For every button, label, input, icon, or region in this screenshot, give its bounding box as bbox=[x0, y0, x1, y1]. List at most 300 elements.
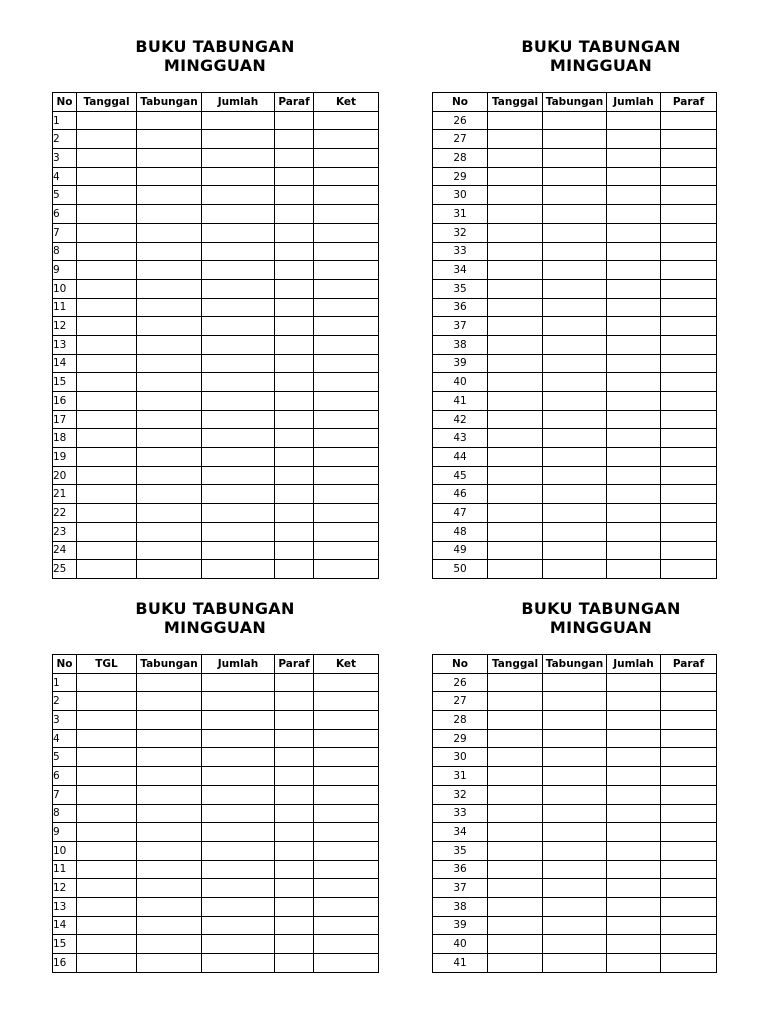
entry-cell[interactable] bbox=[137, 785, 202, 804]
entry-cell[interactable] bbox=[661, 335, 717, 354]
entry-cell[interactable] bbox=[137, 522, 202, 541]
entry-cell[interactable] bbox=[275, 823, 314, 842]
entry-cell[interactable] bbox=[77, 242, 137, 261]
entry-cell[interactable] bbox=[607, 354, 661, 373]
entry-cell[interactable] bbox=[137, 767, 202, 786]
entry-cell[interactable] bbox=[607, 410, 661, 429]
entry-cell[interactable] bbox=[543, 130, 607, 149]
entry-cell[interactable] bbox=[77, 317, 137, 336]
entry-cell[interactable] bbox=[275, 111, 314, 130]
entry-cell[interactable] bbox=[77, 205, 137, 224]
entry-cell[interactable] bbox=[543, 223, 607, 242]
entry-cell[interactable] bbox=[314, 823, 379, 842]
entry-cell[interactable] bbox=[202, 373, 275, 392]
entry-cell[interactable] bbox=[488, 485, 543, 504]
entry-cell[interactable] bbox=[202, 149, 275, 168]
entry-cell[interactable] bbox=[661, 711, 717, 730]
entry-cell[interactable] bbox=[137, 167, 202, 186]
entry-cell[interactable] bbox=[275, 692, 314, 711]
entry-cell[interactable] bbox=[543, 335, 607, 354]
entry-cell[interactable] bbox=[661, 673, 717, 692]
entry-cell[interactable] bbox=[275, 785, 314, 804]
entry-cell[interactable] bbox=[275, 522, 314, 541]
entry-cell[interactable] bbox=[543, 729, 607, 748]
entry-cell[interactable] bbox=[314, 111, 379, 130]
entry-cell[interactable] bbox=[488, 448, 543, 467]
entry-cell[interactable] bbox=[202, 130, 275, 149]
entry-cell[interactable] bbox=[607, 785, 661, 804]
entry-cell[interactable] bbox=[314, 916, 379, 935]
entry-cell[interactable] bbox=[137, 298, 202, 317]
entry-cell[interactable] bbox=[275, 167, 314, 186]
entry-cell[interactable] bbox=[202, 317, 275, 336]
entry-cell[interactable] bbox=[543, 879, 607, 898]
entry-cell[interactable] bbox=[275, 541, 314, 560]
entry-cell[interactable] bbox=[543, 897, 607, 916]
entry-cell[interactable] bbox=[202, 429, 275, 448]
entry-cell[interactable] bbox=[488, 522, 543, 541]
entry-cell[interactable] bbox=[77, 541, 137, 560]
entry-cell[interactable] bbox=[314, 522, 379, 541]
entry-cell[interactable] bbox=[77, 429, 137, 448]
entry-cell[interactable] bbox=[543, 149, 607, 168]
entry-cell[interactable] bbox=[275, 748, 314, 767]
entry-cell[interactable] bbox=[661, 879, 717, 898]
entry-cell[interactable] bbox=[607, 111, 661, 130]
entry-cell[interactable] bbox=[314, 841, 379, 860]
entry-cell[interactable] bbox=[607, 205, 661, 224]
entry-cell[interactable] bbox=[661, 729, 717, 748]
entry-cell[interactable] bbox=[543, 711, 607, 730]
entry-cell[interactable] bbox=[607, 130, 661, 149]
entry-cell[interactable] bbox=[275, 560, 314, 579]
entry-cell[interactable] bbox=[275, 504, 314, 523]
entry-cell[interactable] bbox=[661, 916, 717, 935]
entry-cell[interactable] bbox=[488, 954, 543, 973]
entry-cell[interactable] bbox=[661, 317, 717, 336]
entry-cell[interactable] bbox=[77, 860, 137, 879]
entry-cell[interactable] bbox=[314, 485, 379, 504]
entry-cell[interactable] bbox=[661, 448, 717, 467]
entry-cell[interactable] bbox=[543, 298, 607, 317]
entry-cell[interactable] bbox=[488, 804, 543, 823]
entry-cell[interactable] bbox=[607, 522, 661, 541]
entry-cell[interactable] bbox=[314, 785, 379, 804]
entry-cell[interactable] bbox=[275, 767, 314, 786]
entry-cell[interactable] bbox=[275, 186, 314, 205]
entry-cell[interactable] bbox=[543, 429, 607, 448]
entry-cell[interactable] bbox=[137, 823, 202, 842]
entry-cell[interactable] bbox=[488, 317, 543, 336]
entry-cell[interactable] bbox=[77, 167, 137, 186]
entry-cell[interactable] bbox=[543, 860, 607, 879]
entry-cell[interactable] bbox=[314, 130, 379, 149]
entry-cell[interactable] bbox=[77, 916, 137, 935]
entry-cell[interactable] bbox=[314, 879, 379, 898]
entry-cell[interactable] bbox=[661, 804, 717, 823]
entry-cell[interactable] bbox=[488, 149, 543, 168]
entry-cell[interactable] bbox=[202, 860, 275, 879]
entry-cell[interactable] bbox=[314, 317, 379, 336]
entry-cell[interactable] bbox=[314, 804, 379, 823]
entry-cell[interactable] bbox=[137, 879, 202, 898]
entry-cell[interactable] bbox=[314, 692, 379, 711]
entry-cell[interactable] bbox=[607, 560, 661, 579]
entry-cell[interactable] bbox=[275, 223, 314, 242]
entry-cell[interactable] bbox=[488, 261, 543, 280]
entry-cell[interactable] bbox=[314, 711, 379, 730]
entry-cell[interactable] bbox=[314, 448, 379, 467]
entry-cell[interactable] bbox=[202, 560, 275, 579]
entry-cell[interactable] bbox=[137, 485, 202, 504]
entry-cell[interactable] bbox=[488, 916, 543, 935]
entry-cell[interactable] bbox=[543, 522, 607, 541]
entry-cell[interactable] bbox=[137, 223, 202, 242]
entry-cell[interactable] bbox=[275, 897, 314, 916]
entry-cell[interactable] bbox=[314, 729, 379, 748]
entry-cell[interactable] bbox=[488, 560, 543, 579]
entry-cell[interactable] bbox=[661, 205, 717, 224]
entry-cell[interactable] bbox=[77, 130, 137, 149]
entry-cell[interactable] bbox=[202, 279, 275, 298]
entry-cell[interactable] bbox=[77, 879, 137, 898]
entry-cell[interactable] bbox=[543, 916, 607, 935]
entry-cell[interactable] bbox=[275, 860, 314, 879]
entry-cell[interactable] bbox=[543, 823, 607, 842]
entry-cell[interactable] bbox=[275, 841, 314, 860]
entry-cell[interactable] bbox=[137, 860, 202, 879]
entry-cell[interactable] bbox=[314, 897, 379, 916]
entry-cell[interactable] bbox=[543, 392, 607, 411]
entry-cell[interactable] bbox=[488, 673, 543, 692]
entry-cell[interactable] bbox=[607, 692, 661, 711]
entry-cell[interactable] bbox=[543, 317, 607, 336]
entry-cell[interactable] bbox=[543, 354, 607, 373]
entry-cell[interactable] bbox=[137, 130, 202, 149]
entry-cell[interactable] bbox=[607, 954, 661, 973]
entry-cell[interactable] bbox=[275, 711, 314, 730]
entry-cell[interactable] bbox=[202, 504, 275, 523]
entry-cell[interactable] bbox=[77, 261, 137, 280]
entry-cell[interactable] bbox=[275, 298, 314, 317]
entry-cell[interactable] bbox=[661, 935, 717, 954]
entry-cell[interactable] bbox=[202, 841, 275, 860]
entry-cell[interactable] bbox=[661, 279, 717, 298]
entry-cell[interactable] bbox=[202, 242, 275, 261]
entry-cell[interactable] bbox=[607, 242, 661, 261]
entry-cell[interactable] bbox=[314, 392, 379, 411]
entry-cell[interactable] bbox=[275, 130, 314, 149]
entry-cell[interactable] bbox=[543, 242, 607, 261]
entry-cell[interactable] bbox=[488, 541, 543, 560]
entry-cell[interactable] bbox=[77, 823, 137, 842]
entry-cell[interactable] bbox=[661, 692, 717, 711]
entry-cell[interactable] bbox=[77, 767, 137, 786]
entry-cell[interactable] bbox=[202, 485, 275, 504]
entry-cell[interactable] bbox=[202, 785, 275, 804]
entry-cell[interactable] bbox=[202, 410, 275, 429]
entry-cell[interactable] bbox=[543, 410, 607, 429]
entry-cell[interactable] bbox=[607, 223, 661, 242]
entry-cell[interactable] bbox=[607, 317, 661, 336]
entry-cell[interactable] bbox=[137, 541, 202, 560]
entry-cell[interactable] bbox=[202, 167, 275, 186]
entry-cell[interactable] bbox=[607, 823, 661, 842]
entry-cell[interactable] bbox=[607, 879, 661, 898]
entry-cell[interactable] bbox=[488, 748, 543, 767]
entry-cell[interactable] bbox=[607, 748, 661, 767]
entry-cell[interactable] bbox=[607, 897, 661, 916]
entry-cell[interactable] bbox=[607, 541, 661, 560]
entry-cell[interactable] bbox=[137, 692, 202, 711]
entry-cell[interactable] bbox=[543, 186, 607, 205]
entry-cell[interactable] bbox=[661, 748, 717, 767]
entry-cell[interactable] bbox=[202, 916, 275, 935]
entry-cell[interactable] bbox=[314, 373, 379, 392]
entry-cell[interactable] bbox=[137, 897, 202, 916]
entry-cell[interactable] bbox=[137, 261, 202, 280]
entry-cell[interactable] bbox=[137, 242, 202, 261]
entry-cell[interactable] bbox=[77, 504, 137, 523]
entry-cell[interactable] bbox=[275, 279, 314, 298]
entry-cell[interactable] bbox=[543, 541, 607, 560]
entry-cell[interactable] bbox=[275, 954, 314, 973]
entry-cell[interactable] bbox=[202, 522, 275, 541]
entry-cell[interactable] bbox=[661, 860, 717, 879]
entry-cell[interactable] bbox=[202, 729, 275, 748]
entry-cell[interactable] bbox=[202, 711, 275, 730]
entry-cell[interactable] bbox=[137, 354, 202, 373]
entry-cell[interactable] bbox=[202, 111, 275, 130]
entry-cell[interactable] bbox=[314, 935, 379, 954]
entry-cell[interactable] bbox=[137, 111, 202, 130]
entry-cell[interactable] bbox=[137, 841, 202, 860]
entry-cell[interactable] bbox=[275, 916, 314, 935]
entry-cell[interactable] bbox=[314, 242, 379, 261]
entry-cell[interactable] bbox=[607, 767, 661, 786]
entry-cell[interactable] bbox=[137, 317, 202, 336]
entry-cell[interactable] bbox=[543, 560, 607, 579]
entry-cell[interactable] bbox=[77, 673, 137, 692]
entry-cell[interactable] bbox=[607, 504, 661, 523]
entry-cell[interactable] bbox=[543, 205, 607, 224]
entry-cell[interactable] bbox=[77, 373, 137, 392]
entry-cell[interactable] bbox=[77, 748, 137, 767]
entry-cell[interactable] bbox=[314, 429, 379, 448]
entry-cell[interactable] bbox=[202, 673, 275, 692]
entry-cell[interactable] bbox=[314, 748, 379, 767]
entry-cell[interactable] bbox=[77, 485, 137, 504]
entry-cell[interactable] bbox=[275, 373, 314, 392]
entry-cell[interactable] bbox=[202, 748, 275, 767]
entry-cell[interactable] bbox=[77, 354, 137, 373]
entry-cell[interactable] bbox=[488, 729, 543, 748]
entry-cell[interactable] bbox=[202, 804, 275, 823]
entry-cell[interactable] bbox=[314, 223, 379, 242]
entry-cell[interactable] bbox=[488, 205, 543, 224]
entry-cell[interactable] bbox=[543, 692, 607, 711]
entry-cell[interactable] bbox=[661, 560, 717, 579]
entry-cell[interactable] bbox=[661, 841, 717, 860]
entry-cell[interactable] bbox=[137, 504, 202, 523]
entry-cell[interactable] bbox=[543, 373, 607, 392]
entry-cell[interactable] bbox=[77, 298, 137, 317]
entry-cell[interactable] bbox=[314, 860, 379, 879]
entry-cell[interactable] bbox=[314, 504, 379, 523]
entry-cell[interactable] bbox=[202, 448, 275, 467]
entry-cell[interactable] bbox=[202, 935, 275, 954]
entry-cell[interactable] bbox=[661, 541, 717, 560]
entry-cell[interactable] bbox=[77, 392, 137, 411]
entry-cell[interactable] bbox=[607, 392, 661, 411]
entry-cell[interactable] bbox=[77, 785, 137, 804]
entry-cell[interactable] bbox=[275, 673, 314, 692]
entry-cell[interactable] bbox=[314, 186, 379, 205]
entry-cell[interactable] bbox=[77, 149, 137, 168]
entry-cell[interactable] bbox=[77, 111, 137, 130]
entry-cell[interactable] bbox=[137, 673, 202, 692]
entry-cell[interactable] bbox=[661, 111, 717, 130]
entry-cell[interactable] bbox=[137, 935, 202, 954]
entry-cell[interactable] bbox=[607, 935, 661, 954]
entry-cell[interactable] bbox=[488, 785, 543, 804]
entry-cell[interactable] bbox=[607, 841, 661, 860]
entry-cell[interactable] bbox=[488, 373, 543, 392]
entry-cell[interactable] bbox=[137, 186, 202, 205]
entry-cell[interactable] bbox=[661, 130, 717, 149]
entry-cell[interactable] bbox=[137, 804, 202, 823]
entry-cell[interactable] bbox=[661, 298, 717, 317]
entry-cell[interactable] bbox=[314, 261, 379, 280]
entry-cell[interactable] bbox=[202, 223, 275, 242]
entry-cell[interactable] bbox=[314, 335, 379, 354]
entry-cell[interactable] bbox=[543, 448, 607, 467]
entry-cell[interactable] bbox=[661, 261, 717, 280]
entry-cell[interactable] bbox=[314, 149, 379, 168]
entry-cell[interactable] bbox=[488, 466, 543, 485]
entry-cell[interactable] bbox=[314, 560, 379, 579]
entry-cell[interactable] bbox=[488, 223, 543, 242]
entry-cell[interactable] bbox=[543, 167, 607, 186]
entry-cell[interactable] bbox=[607, 711, 661, 730]
entry-cell[interactable] bbox=[137, 335, 202, 354]
entry-cell[interactable] bbox=[488, 897, 543, 916]
entry-cell[interactable] bbox=[607, 485, 661, 504]
entry-cell[interactable] bbox=[661, 767, 717, 786]
entry-cell[interactable] bbox=[202, 879, 275, 898]
entry-cell[interactable] bbox=[77, 279, 137, 298]
entry-cell[interactable] bbox=[202, 261, 275, 280]
entry-cell[interactable] bbox=[314, 298, 379, 317]
entry-cell[interactable] bbox=[488, 392, 543, 411]
entry-cell[interactable] bbox=[275, 261, 314, 280]
entry-cell[interactable] bbox=[137, 373, 202, 392]
entry-cell[interactable] bbox=[543, 767, 607, 786]
entry-cell[interactable] bbox=[543, 954, 607, 973]
entry-cell[interactable] bbox=[661, 823, 717, 842]
entry-cell[interactable] bbox=[543, 804, 607, 823]
entry-cell[interactable] bbox=[137, 392, 202, 411]
entry-cell[interactable] bbox=[77, 335, 137, 354]
entry-cell[interactable] bbox=[137, 205, 202, 224]
entry-cell[interactable] bbox=[607, 804, 661, 823]
entry-cell[interactable] bbox=[543, 111, 607, 130]
entry-cell[interactable] bbox=[137, 711, 202, 730]
entry-cell[interactable] bbox=[488, 429, 543, 448]
entry-cell[interactable] bbox=[488, 186, 543, 205]
entry-cell[interactable] bbox=[77, 841, 137, 860]
entry-cell[interactable] bbox=[607, 298, 661, 317]
entry-cell[interactable] bbox=[607, 335, 661, 354]
entry-cell[interactable] bbox=[137, 466, 202, 485]
entry-cell[interactable] bbox=[607, 673, 661, 692]
entry-cell[interactable] bbox=[137, 429, 202, 448]
entry-cell[interactable] bbox=[202, 354, 275, 373]
entry-cell[interactable] bbox=[275, 804, 314, 823]
entry-cell[interactable] bbox=[607, 916, 661, 935]
entry-cell[interactable] bbox=[77, 711, 137, 730]
entry-cell[interactable] bbox=[202, 205, 275, 224]
entry-cell[interactable] bbox=[275, 429, 314, 448]
entry-cell[interactable] bbox=[543, 748, 607, 767]
entry-cell[interactable] bbox=[488, 823, 543, 842]
entry-cell[interactable] bbox=[77, 804, 137, 823]
entry-cell[interactable] bbox=[275, 317, 314, 336]
entry-cell[interactable] bbox=[543, 785, 607, 804]
entry-cell[interactable] bbox=[488, 167, 543, 186]
entry-cell[interactable] bbox=[607, 373, 661, 392]
entry-cell[interactable] bbox=[202, 298, 275, 317]
entry-cell[interactable] bbox=[661, 785, 717, 804]
entry-cell[interactable] bbox=[77, 522, 137, 541]
entry-cell[interactable] bbox=[77, 560, 137, 579]
entry-cell[interactable] bbox=[488, 860, 543, 879]
entry-cell[interactable] bbox=[661, 373, 717, 392]
entry-cell[interactable] bbox=[543, 504, 607, 523]
entry-cell[interactable] bbox=[137, 279, 202, 298]
entry-cell[interactable] bbox=[202, 392, 275, 411]
entry-cell[interactable] bbox=[202, 954, 275, 973]
entry-cell[interactable] bbox=[137, 748, 202, 767]
entry-cell[interactable] bbox=[543, 466, 607, 485]
entry-cell[interactable] bbox=[488, 879, 543, 898]
entry-cell[interactable] bbox=[77, 448, 137, 467]
entry-cell[interactable] bbox=[661, 522, 717, 541]
entry-cell[interactable] bbox=[661, 392, 717, 411]
entry-cell[interactable] bbox=[661, 485, 717, 504]
entry-cell[interactable] bbox=[202, 466, 275, 485]
entry-cell[interactable] bbox=[275, 485, 314, 504]
entry-cell[interactable] bbox=[488, 335, 543, 354]
entry-cell[interactable] bbox=[661, 354, 717, 373]
entry-cell[interactable] bbox=[488, 692, 543, 711]
entry-cell[interactable] bbox=[314, 767, 379, 786]
entry-cell[interactable] bbox=[607, 186, 661, 205]
entry-cell[interactable] bbox=[488, 410, 543, 429]
entry-cell[interactable] bbox=[543, 261, 607, 280]
entry-cell[interactable] bbox=[314, 466, 379, 485]
entry-cell[interactable] bbox=[77, 410, 137, 429]
entry-cell[interactable] bbox=[488, 279, 543, 298]
entry-cell[interactable] bbox=[607, 729, 661, 748]
entry-cell[interactable] bbox=[202, 692, 275, 711]
entry-cell[interactable] bbox=[314, 205, 379, 224]
entry-cell[interactable] bbox=[202, 541, 275, 560]
entry-cell[interactable] bbox=[661, 223, 717, 242]
entry-cell[interactable] bbox=[661, 504, 717, 523]
entry-cell[interactable] bbox=[275, 149, 314, 168]
entry-cell[interactable] bbox=[607, 149, 661, 168]
